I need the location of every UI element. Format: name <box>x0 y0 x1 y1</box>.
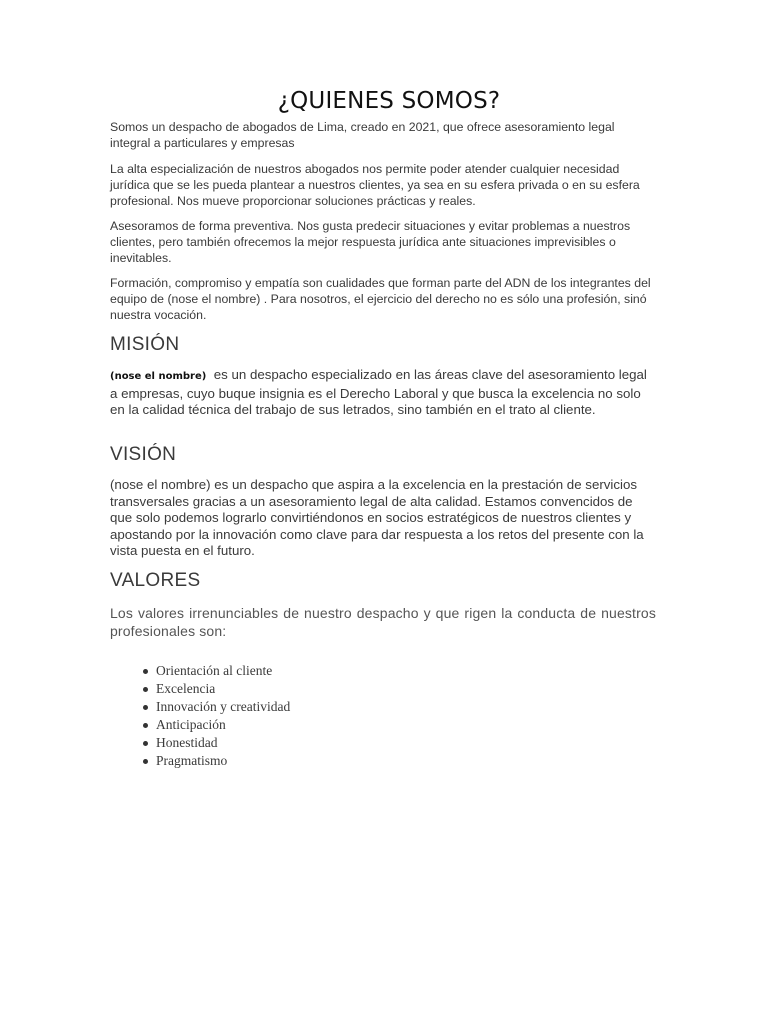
intro-paragraph-1: Somos un despacho de abogados de Lima, creado en 2021, que ofrece asesoramiento legal integral a particulares y empresas <box>110 120 615 150</box>
bullet-icon <box>143 741 148 746</box>
bullet-icon <box>143 759 148 764</box>
list-item-label: Honestidad <box>156 734 218 750</box>
vision-paragraph: (nose el nombre) es un despacho que aspira a la excelencia en la prestación de servicios transversales gracias a un asesoramiento legal de alta calidad. Estamos convencidos de que solo podemos lograrlo convirtiéndonos en socios estratégicos de nuestros clientes y apostando por la innovación como clave para dar respuesta a los retos del presente con la vista puesta en el futuro. <box>110 477 644 558</box>
list-item <box>156 752 290 770</box>
bullet-icon <box>143 723 148 728</box>
intro-paragraph-2: La alta especialización de nuestros abogados nos permite poder atender cualquier necesidad jurídica que se les pueda plantear a nuestros clientes, ya sea en su esfera privada o en su esfera profesional. Nos mueve proporcionar soluciones prácticas y reales. <box>110 162 640 208</box>
list-item-label: Pragmatismo <box>156 752 228 768</box>
mision-heading: MISIÓN <box>110 334 180 355</box>
bullet-icon <box>143 687 148 692</box>
list-item-label: Anticipación <box>156 716 226 732</box>
list-item <box>156 698 290 716</box>
valores-heading: VALORES <box>110 570 201 591</box>
company-name-placeholder: (nose el nombre) <box>110 371 207 382</box>
valores-list <box>110 662 290 769</box>
mision-text: es un despacho especializado en las áreas clave del asesoramiento legal a empresas, cuyo buque insignia es el Derecho Laboral y que busca la excelencia no solo en la calidad técnica del trabajo de sus letrados, sino también en el trato al cliente. <box>110 367 647 417</box>
bullet-icon <box>143 705 148 710</box>
list-item-label: Innovación y creatividad <box>156 698 291 714</box>
list-item-label: Excelencia <box>156 680 216 696</box>
mision-paragraph <box>110 367 656 419</box>
bullet-icon <box>143 669 148 674</box>
list-item <box>156 716 290 734</box>
page-title: ¿QUIENES SOMOS? <box>277 88 501 114</box>
list-item-label: Orientación al cliente <box>156 663 273 678</box>
intro-paragraph-3: Asesoramos de forma preventiva. Nos gusta predecir situaciones y evitar problemas a nuestros clientes, pero también ofrecemos la mejor respuesta jurídica ante situaciones imprevisibles o inevitables. <box>110 219 631 265</box>
list-item <box>156 734 290 752</box>
vision-heading: VISIÓN <box>110 444 177 465</box>
intro-paragraph-4: Formación, compromiso y empatía son cualidades que forman parte del ADN de los integrantes del equipo de (nose el nombre) . Para nosotros, el ejercicio del derecho no es sólo una profesión, sinó nuestra vocación. <box>110 276 651 322</box>
valores-paragraph: Los valores irrenunciables de nuestro despacho y que rigen la conducta de nuestros profesionales son: <box>110 605 656 639</box>
list-item <box>156 662 290 680</box>
list-item <box>156 680 290 698</box>
